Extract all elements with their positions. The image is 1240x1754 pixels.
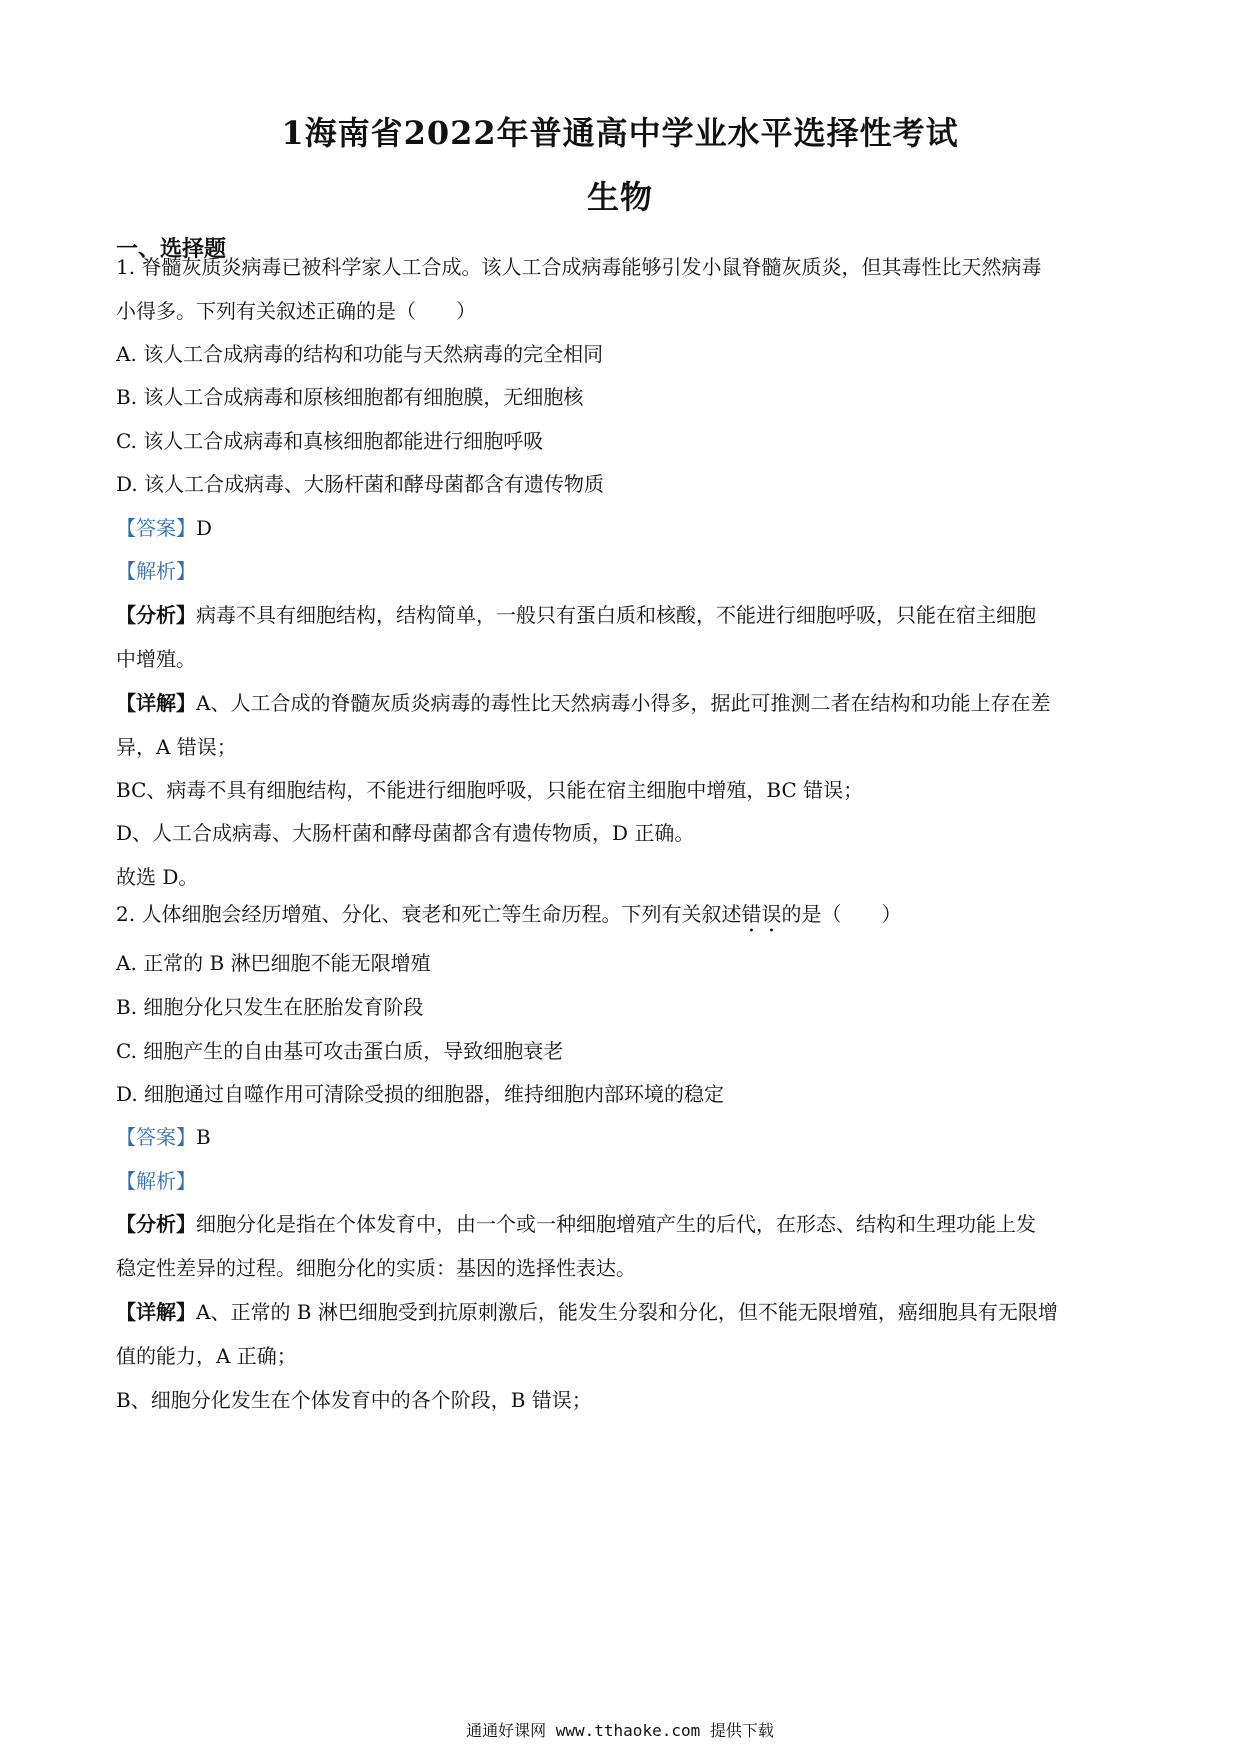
section-heading: 一、选择题 bbox=[116, 236, 227, 262]
q2-fenxi-line1 bbox=[116, 1211, 1036, 1237]
q1-xiangjie-line4: D、人工合成病毒、大肠杆菌和酵母菌都含有遗传物质，D 正确。 bbox=[116, 821, 695, 845]
page-footer: 通通好课网 www.tthaoke.com 提供下载 bbox=[466, 1721, 774, 1740]
q2-xiangjie-text1: A、正常的 B 淋巴细胞受到抗原刺激后，能发生分裂和分化，但不能无限增殖，癌细胞具有无限增 bbox=[196, 1300, 1058, 1324]
q1-xiangjie-line1 bbox=[116, 690, 1050, 716]
q1-option-c: C. 该人工合成病毒和真核细胞都能进行细胞呼吸 bbox=[116, 429, 544, 453]
q2-stem-prefix: 2. 人体细胞会经历增殖、分化、衰老和死亡等生命历程。下列有关叙述 bbox=[116, 902, 742, 926]
q2-option-a: A. 正常的 B 淋巴细胞不能无限增殖 bbox=[116, 951, 431, 975]
q1-answer-value: D bbox=[196, 516, 213, 540]
q1-option-b: B. 该人工合成病毒和原核细胞都有细胞膜，无细胞核 bbox=[116, 385, 584, 409]
q1-xiangjie-tag: 【详解】 bbox=[116, 691, 196, 715]
q2-answer-tag: 【答案】 bbox=[116, 1125, 196, 1149]
q2-xiangjie-line1 bbox=[116, 1299, 1058, 1325]
q2-xiangjie-tag: 【详解】 bbox=[116, 1300, 196, 1324]
q2-stem-emphasis: 错误 bbox=[741, 902, 782, 926]
q1-xiangjie-text1: A、人工合成的脊髓灰质炎病毒的毒性比天然病毒小得多，据此可推测二者在结构和功能上存在差 bbox=[196, 691, 1051, 715]
q2-fenxi-line2: 稳定性差异的过程。细胞分化的实质：基因的选择性表达。 bbox=[116, 1256, 636, 1280]
q2-xiangjie-line2: 值的能力，A 正确； bbox=[116, 1344, 297, 1368]
q1-answer-tag: 【答案】 bbox=[116, 516, 196, 540]
q1-option-a: A. 该人工合成病毒的结构和功能与天然病毒的完全相同 bbox=[116, 342, 604, 366]
q1-xiangjie-line3: BC、病毒不具有细胞结构，不能进行细胞呼吸，只能在宿主细胞中增殖，BC 错误； bbox=[116, 778, 864, 802]
q2-option-c: C. 细胞产生的自由基可攻击蛋白质，导致细胞衰老 bbox=[116, 1039, 564, 1063]
q1-fenxi-tag: 【分析】 bbox=[116, 603, 196, 627]
q2-answer-value: B bbox=[196, 1125, 211, 1149]
q1-option-d: D. 该人工合成病毒、大肠杆菌和酵母菌都含有遗传物质 bbox=[116, 472, 605, 496]
q2-analysis bbox=[116, 1168, 196, 1194]
q1-fenxi-line1 bbox=[116, 602, 1036, 628]
q2-analysis-tag: 【解析】 bbox=[116, 1169, 196, 1193]
q1-stem-line1: 1. 脊髓灰质炎病毒已被科学家人工合成。该人工合成病毒能够引发小鼠脊髓灰质炎，但其毒性比天然病毒 bbox=[116, 255, 1042, 279]
q1-fenxi-text1: 病毒不具有细胞结构，结构简单，一般只有蛋白质和核酸，不能进行细胞呼吸，只能在宿主细胞 bbox=[196, 603, 1036, 627]
q2-xiangjie-line3: B、细胞分化发生在个体发育中的各个阶段，B 错误； bbox=[116, 1388, 592, 1412]
q2-option-d: D. 细胞通过自噬作用可清除受损的细胞器，维持细胞内部环境的稳定 bbox=[116, 1082, 725, 1106]
exam-title: 1海南省2022年普通高中学业水平选择性考试 bbox=[281, 114, 959, 152]
q2-stem-suffix: 的是（ ） bbox=[781, 902, 902, 926]
q1-fenxi-line2: 中增殖。 bbox=[116, 647, 196, 671]
q1-stem-line2: 小得多。下列有关叙述正确的是（ ） bbox=[116, 299, 476, 323]
q1-conclusion: 故选 D。 bbox=[116, 865, 199, 889]
q2-fenxi-tag: 【分析】 bbox=[116, 1212, 196, 1236]
q1-analysis bbox=[116, 558, 196, 584]
q2-answer bbox=[116, 1124, 211, 1150]
q1-analysis-tag: 【解析】 bbox=[116, 559, 196, 583]
subject-title: 生物 bbox=[586, 178, 653, 216]
q2-fenxi-text1: 细胞分化是指在个体发育中，由一个或一种细胞增殖产生的后代，在形态、结构和生理功能上发 bbox=[196, 1212, 1036, 1236]
q1-xiangjie-line2: 异，A 错误； bbox=[116, 735, 237, 759]
q2-option-b: B. 细胞分化只发生在胚胎发育阶段 bbox=[116, 995, 424, 1019]
q2-stem bbox=[116, 901, 901, 937]
q1-answer bbox=[116, 515, 212, 541]
